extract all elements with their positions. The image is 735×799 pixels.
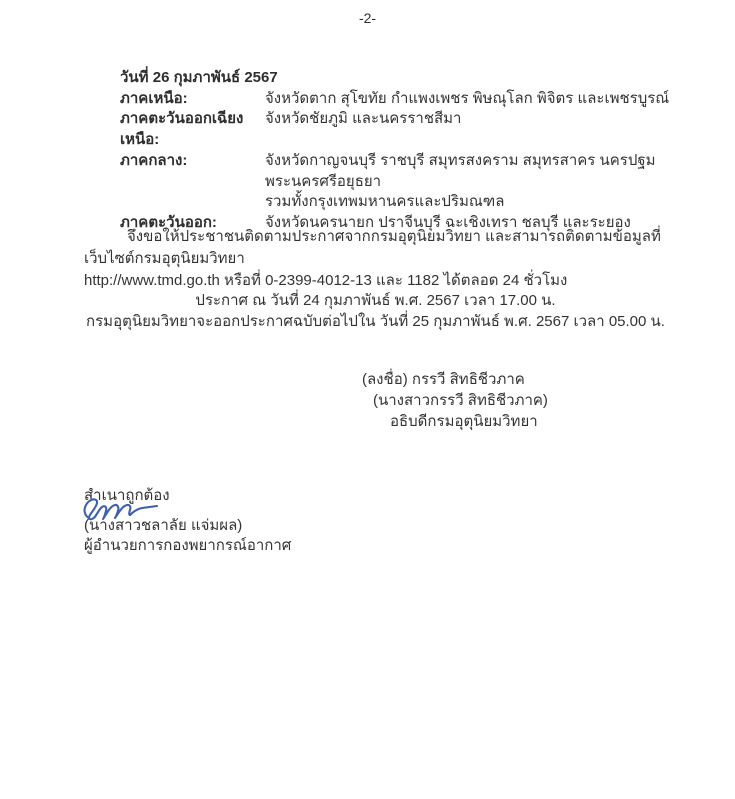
affected-regions-block bbox=[120, 68, 720, 234]
signer-name-line: (นางสาวกรรวี สิทธิชีวภาค) bbox=[373, 392, 548, 409]
region-row-north bbox=[120, 89, 720, 110]
document-date: วันที่ 26 กุมภาพันธ์ 2567 bbox=[120, 69, 278, 86]
region-label: ภาคกลาง: bbox=[120, 151, 188, 169]
region-provinces: จังหวัดชัยภูมิ และนครราชสีมา bbox=[265, 110, 462, 128]
certifier-title-line: ผู้อำนวยการกองพยากรณ์อากาศ bbox=[84, 537, 292, 554]
next-issue-line: กรมอุตุนิยมวิทยาจะออกประกาศฉบับต่อไปใน วันที่ 25 กุมภาพันธ์ พ.ศ. 2567 เวลา 05.00 น. bbox=[86, 313, 665, 330]
advisory-line1: จึงขอให้ประชาชนติดตามประกาศจากกรมอุตุนิยมวิทยา และสามารถติดตามข้อมูลที่เว็บไซต์กรมอุตุนิยมวิทยา bbox=[84, 228, 661, 267]
region-provinces-line1: จังหวัดกาญจนบุรี ราชบุรี สมุทรสงคราม สมุทรสาคร นครปฐม พระนครศรีอยุธยา bbox=[265, 151, 656, 190]
region-provinces-line2: รวมทั้งกรุงเทพมหานครและปริมณฑล bbox=[265, 193, 505, 211]
region-row-northeast bbox=[120, 109, 720, 150]
certifier-name-line: (นางสาวชลาลัย แจ่มผล) bbox=[84, 517, 243, 534]
signer-title-line: อธิบดีกรมอุตุนิยมวิทยา bbox=[390, 413, 538, 430]
region-label: ภาคตะวันออก: bbox=[120, 213, 217, 231]
region-provinces: จังหวัดตาก สุโขทัย กำแพงเพชร พิษณุโลก พิจิตร และเพชรบูรณ์ bbox=[265, 89, 670, 107]
certified-copy-label: สำเนาถูกต้อง bbox=[84, 487, 170, 504]
region-provinces bbox=[265, 151, 720, 213]
advisory-paragraph bbox=[84, 226, 666, 292]
region-label: ภาคเหนือ: bbox=[120, 89, 188, 107]
region-provinces: จังหวัดนครนายก ปราจีนบุรี ฉะเชิงเทรา ชลบุรี และระยอง bbox=[265, 213, 631, 231]
issuance-block bbox=[16, 290, 735, 332]
advisory-line2-with-url: http://www.tmd.go.th หรือที่ 0-2399-4012-13 และ 1182 ได้ตลอด 24 ชั่วโมง bbox=[84, 272, 568, 289]
page-number: -2- bbox=[358, 10, 377, 26]
issued-at-line: ประกาศ ณ วันที่ 24 กุมภาพันธ์ พ.ศ. 2567 เวลา 17.00 น. bbox=[195, 292, 556, 309]
region-row-central bbox=[120, 151, 720, 213]
signed-by-line: (ลงชื่อ) กรรวี สิทธิชีวภาค bbox=[362, 371, 525, 388]
region-label: ภาคตะวันออกเฉียงเหนือ: bbox=[120, 110, 244, 149]
